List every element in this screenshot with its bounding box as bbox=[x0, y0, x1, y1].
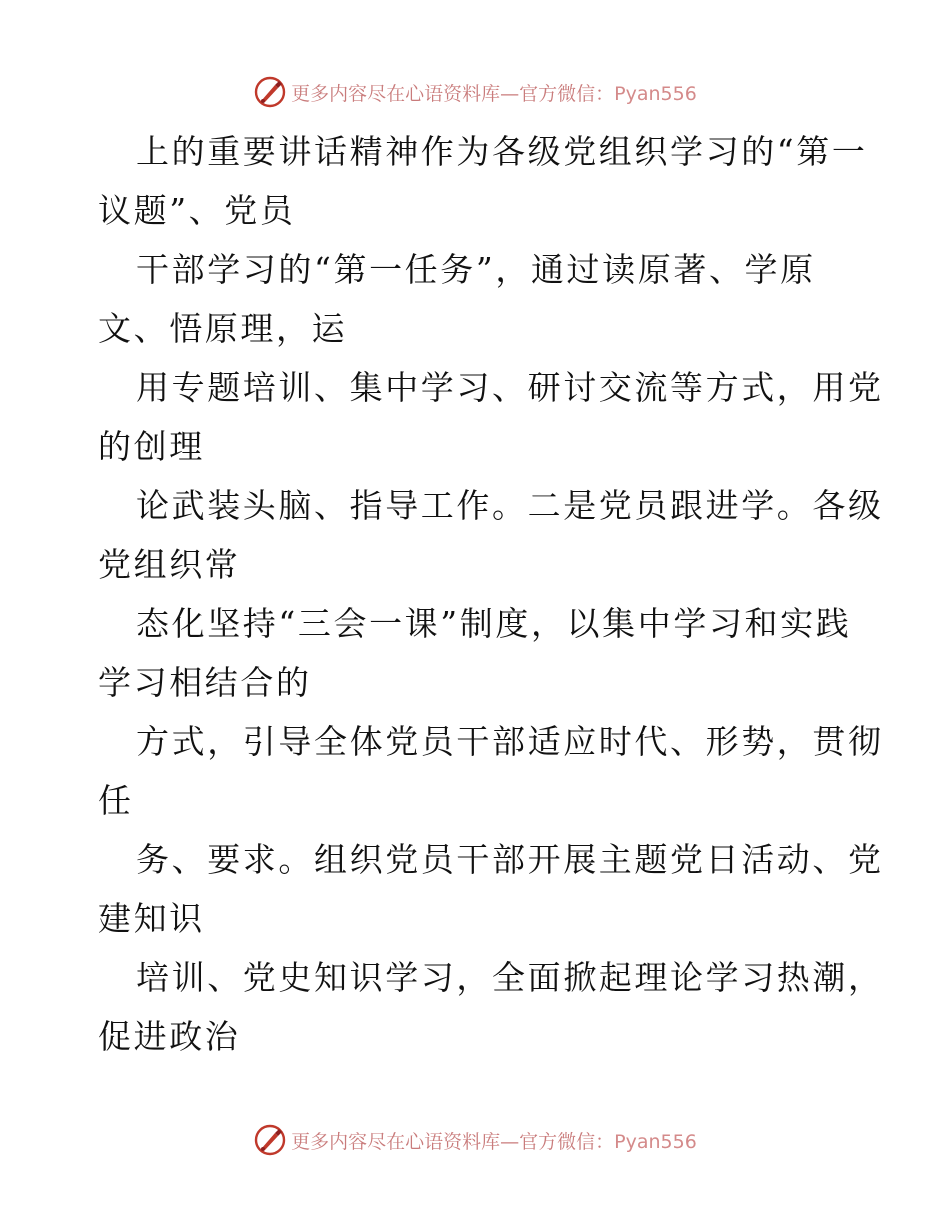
text-line: 用专题培训、集中学习、研讨交流等方式，用党 bbox=[136, 368, 884, 407]
text-line: 上的重要讲话精神作为各级党组织学习的“第一 bbox=[136, 132, 868, 171]
text-line: 任 bbox=[98, 781, 134, 820]
watermark-text: 更多内容尽在心语资料库—官方微信：Pyan556 bbox=[291, 82, 697, 105]
text-line: 的创理 bbox=[98, 427, 205, 466]
text-line: 务、要求。组织党员干部开展主题党日活动、党 bbox=[136, 840, 884, 879]
footer-watermark bbox=[0, 1120, 950, 1160]
text-line: 文、悟原理，运 bbox=[98, 309, 348, 348]
text-line: 培训、党史知识学习，全面掀起理论学习热潮， bbox=[136, 958, 884, 997]
pen-logo-icon bbox=[253, 1123, 287, 1157]
text-line: 党组织常 bbox=[98, 545, 241, 584]
document-body bbox=[98, 122, 884, 1066]
text-line: 方式，引导全体党员干部适应时代、形势，贯彻 bbox=[136, 722, 884, 761]
text-line: 促进政治 bbox=[98, 1017, 241, 1056]
text-line: 建知识 bbox=[98, 899, 205, 938]
text-line: 干部学习的“第一任务”，通过读原著、学原 bbox=[136, 250, 816, 289]
watermark-text: 更多内容尽在心语资料库—官方微信：Pyan556 bbox=[291, 1130, 697, 1153]
text-line: 议题”、党员 bbox=[98, 191, 296, 230]
pen-logo-icon bbox=[253, 75, 287, 109]
text-line: 论武装头脑、指导工作。二是党员跟进学。各级 bbox=[136, 486, 884, 525]
text-line: 学习相结合的 bbox=[98, 663, 312, 702]
text-line: 态化坚持“三会一课”制度，以集中学习和实践 bbox=[136, 604, 852, 643]
header-watermark bbox=[0, 72, 950, 112]
